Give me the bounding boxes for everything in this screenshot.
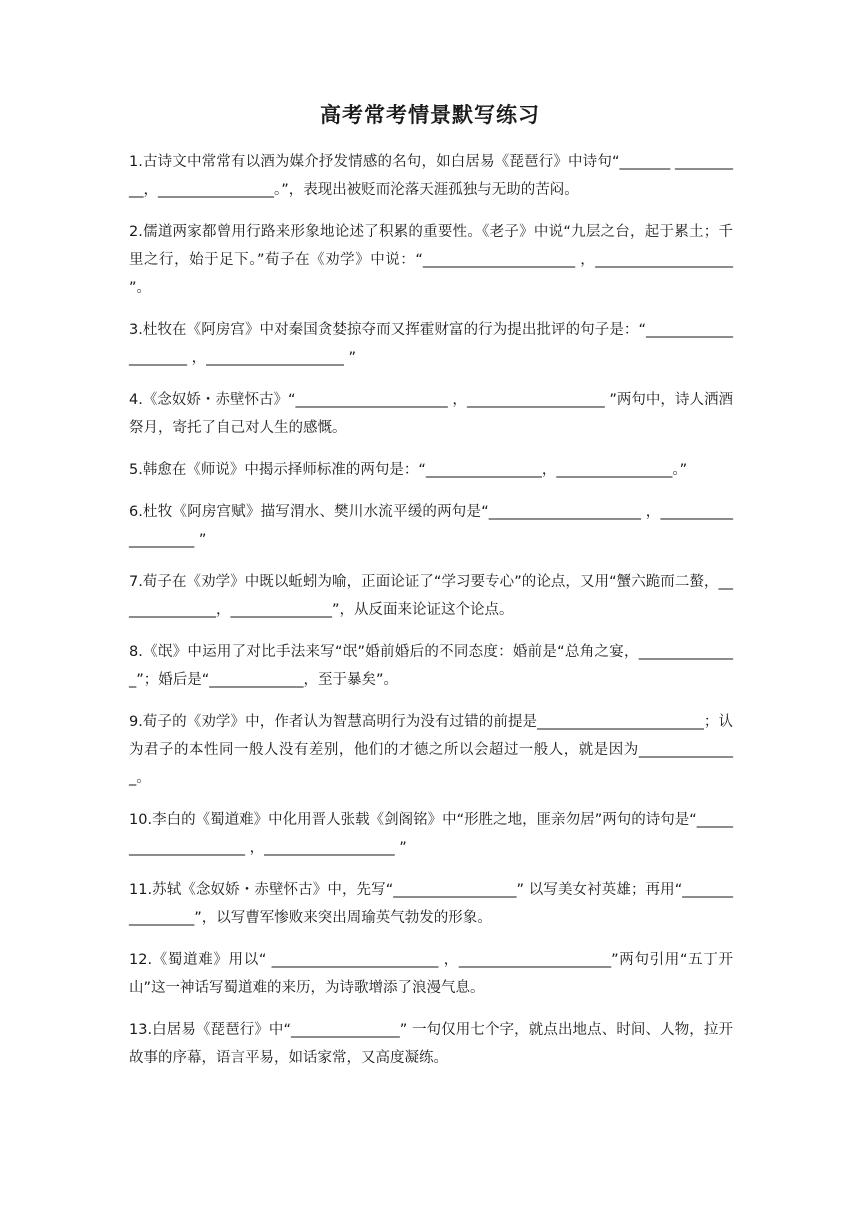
question-item: 6.杜牧《阿房宫赋》描写渭水、樊川水流平缓的两句是“_____________________ ，___________________ ”: [129, 504, 733, 548]
question-list: [129, 148, 733, 1086]
question-item: 9.荀子的《劝学》中，作者认为智慧高明行为没有过错的前提是_______________________；认为君子的本性同一般人没有差别，他们的才德之所以会超过一般人，就是因为______________。: [129, 714, 733, 786]
question-item: 2.儒道两家都曾用行路来形象地论述了积累的重要性。《老子》中说“九层之台，起于累土；千里之行，始于足下。”荀子在《劝学》中说：“_____________________ ，___________________ ”。: [129, 224, 733, 296]
question-item: 7.荀子在《劝学》中既以蚯蚓为喻，正面论证了“学习要专心”的论点，又用“蟹六跪而二螯，______________，______________”，从反面来论证这个论点。: [129, 574, 733, 618]
question-item: 13.白居易《琵琶行》中“_______________” 一句仅用七个字，就点出地点、时间、人物，拉开故事的序幕，语言平易，如话家常，又高度凝练。: [129, 1022, 733, 1066]
question-item: 12.《蜀道难》用以“ _______________________ ，_____________________”两句引用“五丁开山”这一神话写蜀道难的来历，为诗歌增添了浪漫气息。: [129, 952, 733, 996]
question-item: 3.杜牧在《阿房宫》中对秦国贪婪掠夺而又挥霍财富的行为提出批评的句子是：“____________________ ，___________________ ”: [129, 322, 733, 366]
question-item: 4.《念奴娇・赤壁怀古》“_____________________ ，___________________ ”两句中，诗人洒酒祭月，寄托了自己对人生的感慨。: [129, 392, 733, 436]
question-item: 5.韩愈在《师说》中揭示择师标准的两句是：“________________，________________。”: [129, 462, 688, 478]
question-item: 1.古诗文中常常有以酒为媒介抒发情感的名句，如白居易《琵琶行》中诗句“_______ __________，________________。”，表现出被贬而沦落天涯孤独与无助的苦闷。: [129, 154, 733, 198]
question-item: 8.《氓》中运用了对比手法来写“氓”婚前婚后的不同态度：婚前是“总角之宴，______________”；婚后是“_____________，至于暴矣”。: [129, 644, 733, 688]
question-item: 10.李白的《蜀道难》中化用晋人张载《剑阁铭》中“形胜之地，匪亲勿居”两句的诗句是“_____________________ ，__________________ ”: [129, 812, 733, 856]
page-title: 高考常考情景默写练习: [320, 103, 540, 127]
question-item: 11.苏轼《念奴娇・赤壁怀古》中，先写“_________________” 以写美女衬英雄；再用“________________”，以写曹军惨败来突出周瑜英气勃发的形象。: [129, 882, 733, 926]
